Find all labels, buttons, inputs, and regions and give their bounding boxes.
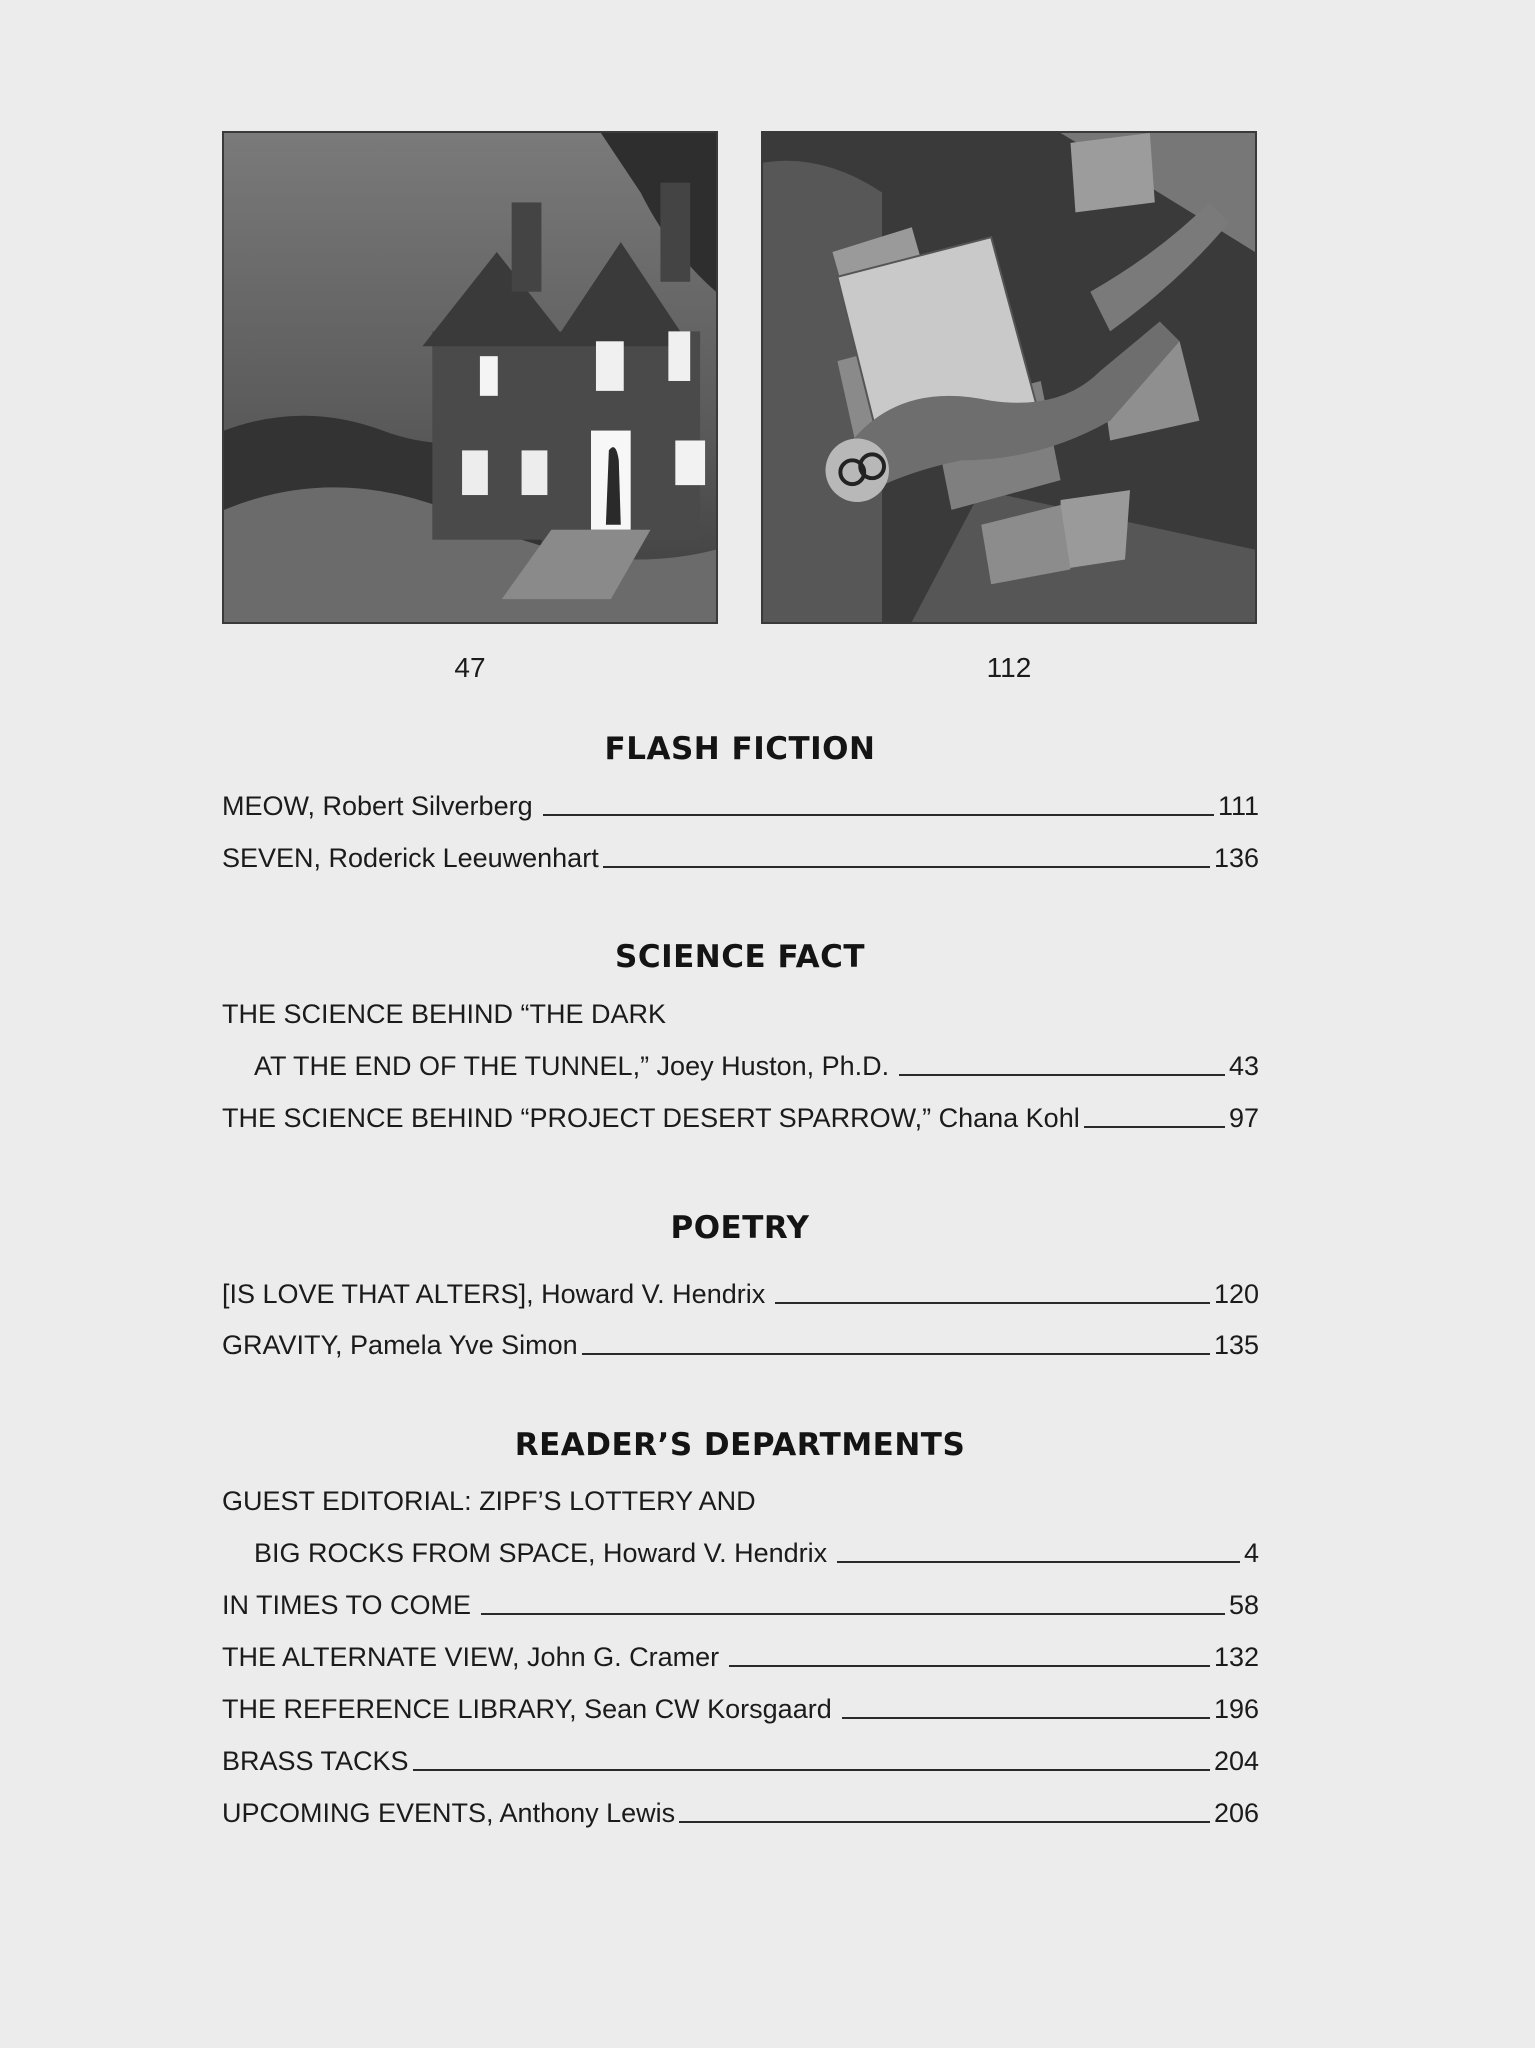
leader-line: [837, 1561, 1240, 1563]
toc-entry-title: THE ALTERNATE VIEW, John G. Cramer: [222, 1642, 720, 1672]
leader-line: [775, 1302, 1210, 1304]
toc-entry-page: 206: [1213, 1798, 1259, 1828]
toc-entry[interactable]: [222, 838, 1259, 874]
toc-entry-page: 43: [1228, 1051, 1259, 1081]
house-illustration: [222, 131, 718, 624]
leader-line: [582, 1353, 1210, 1355]
toc-entry[interactable]: [222, 786, 1259, 822]
toc-entry[interactable]: [222, 1325, 1259, 1361]
toc-entry-title: BRASS TACKS: [222, 1746, 409, 1776]
astronaut-illustration: [761, 131, 1257, 624]
floating-astronaut-image: [763, 133, 1255, 622]
haunted-house-image: [224, 133, 716, 622]
leader-line: [413, 1769, 1210, 1771]
toc-entry-page: 111: [1217, 791, 1259, 821]
toc-entry[interactable]: [222, 1637, 1259, 1673]
toc-entry-title: SEVEN, Roderick Leeuwenhart: [222, 843, 599, 873]
section-title-readers-departments: READER’S DEPARTMENTS: [514, 1427, 966, 1463]
toc-entry-page: 120: [1213, 1279, 1259, 1309]
toc-entry[interactable]: [222, 1274, 1259, 1310]
toc-entry-page: 136: [1213, 843, 1259, 873]
leader-line: [1084, 1126, 1225, 1128]
toc-entry-title: IN TIMES TO COME: [222, 1590, 472, 1620]
leader-line: [679, 1821, 1210, 1823]
section-title-science-fact: SCIENCE FACT: [615, 939, 865, 975]
toc-entry-title: UPCOMING EVENTS, Anthony Lewis: [222, 1798, 676, 1828]
toc-entry-title: THE REFERENCE LIBRARY, Sean CW Korsgaard: [222, 1694, 832, 1724]
toc-entry[interactable]: [222, 1793, 1259, 1829]
toc-entry[interactable]: [222, 1689, 1259, 1725]
toc-entry-page: 204: [1213, 1746, 1259, 1776]
leader-line: [899, 1074, 1225, 1076]
section-title-flash-fiction: FLASH FICTION: [604, 731, 876, 767]
toc-entry[interactable]: [222, 1585, 1259, 1621]
toc-entry-page: 196: [1213, 1694, 1259, 1724]
toc-entry-title: THE SCIENCE BEHIND “THE DARK: [222, 999, 667, 1029]
toc-entry-page: 132: [1213, 1642, 1259, 1672]
illustration-page-number: 47: [454, 652, 486, 683]
leader-line: [729, 1665, 1210, 1667]
toc-entry-title: [IS LOVE THAT ALTERS], Howard V. Hendrix: [222, 1279, 766, 1309]
toc-entry-page: 4: [1243, 1538, 1259, 1568]
toc-entry[interactable]: [254, 1046, 1259, 1082]
leader-line: [543, 814, 1214, 816]
toc-entry-page: 135: [1213, 1330, 1259, 1360]
toc-entry[interactable]: [254, 1533, 1259, 1569]
toc-entry-title-continued: BIG ROCKS FROM SPACE, Howard V. Hendrix: [254, 1538, 828, 1568]
leader-line: [481, 1613, 1225, 1615]
toc-entry-first-line[interactable]: [222, 1481, 756, 1517]
toc-entry-page: 58: [1228, 1590, 1259, 1620]
toc-entry-title: GUEST EDITORIAL: ZIPF’S LOTTERY AND: [222, 1486, 756, 1516]
toc-entry-title: MEOW, Robert Silverberg: [222, 791, 533, 821]
leader-line: [603, 866, 1210, 868]
leader-line: [842, 1717, 1210, 1719]
section-title-poetry: POETRY: [670, 1210, 810, 1246]
toc-entry-title: THE SCIENCE BEHIND “PROJECT DESERT SPARROW,” Chana Kohl: [222, 1103, 1080, 1133]
toc-entry-title-continued: AT THE END OF THE TUNNEL,” Joey Huston, Ph.D.: [254, 1051, 890, 1081]
toc-entry[interactable]: [222, 1098, 1259, 1134]
toc-entry-first-line[interactable]: [222, 994, 666, 1030]
toc-entry-title: GRAVITY, Pamela Yve Simon: [222, 1330, 578, 1360]
toc-entry-page: 97: [1228, 1103, 1259, 1133]
toc-entry[interactable]: [222, 1741, 1259, 1777]
illustration-page-number: 112: [986, 652, 1032, 683]
